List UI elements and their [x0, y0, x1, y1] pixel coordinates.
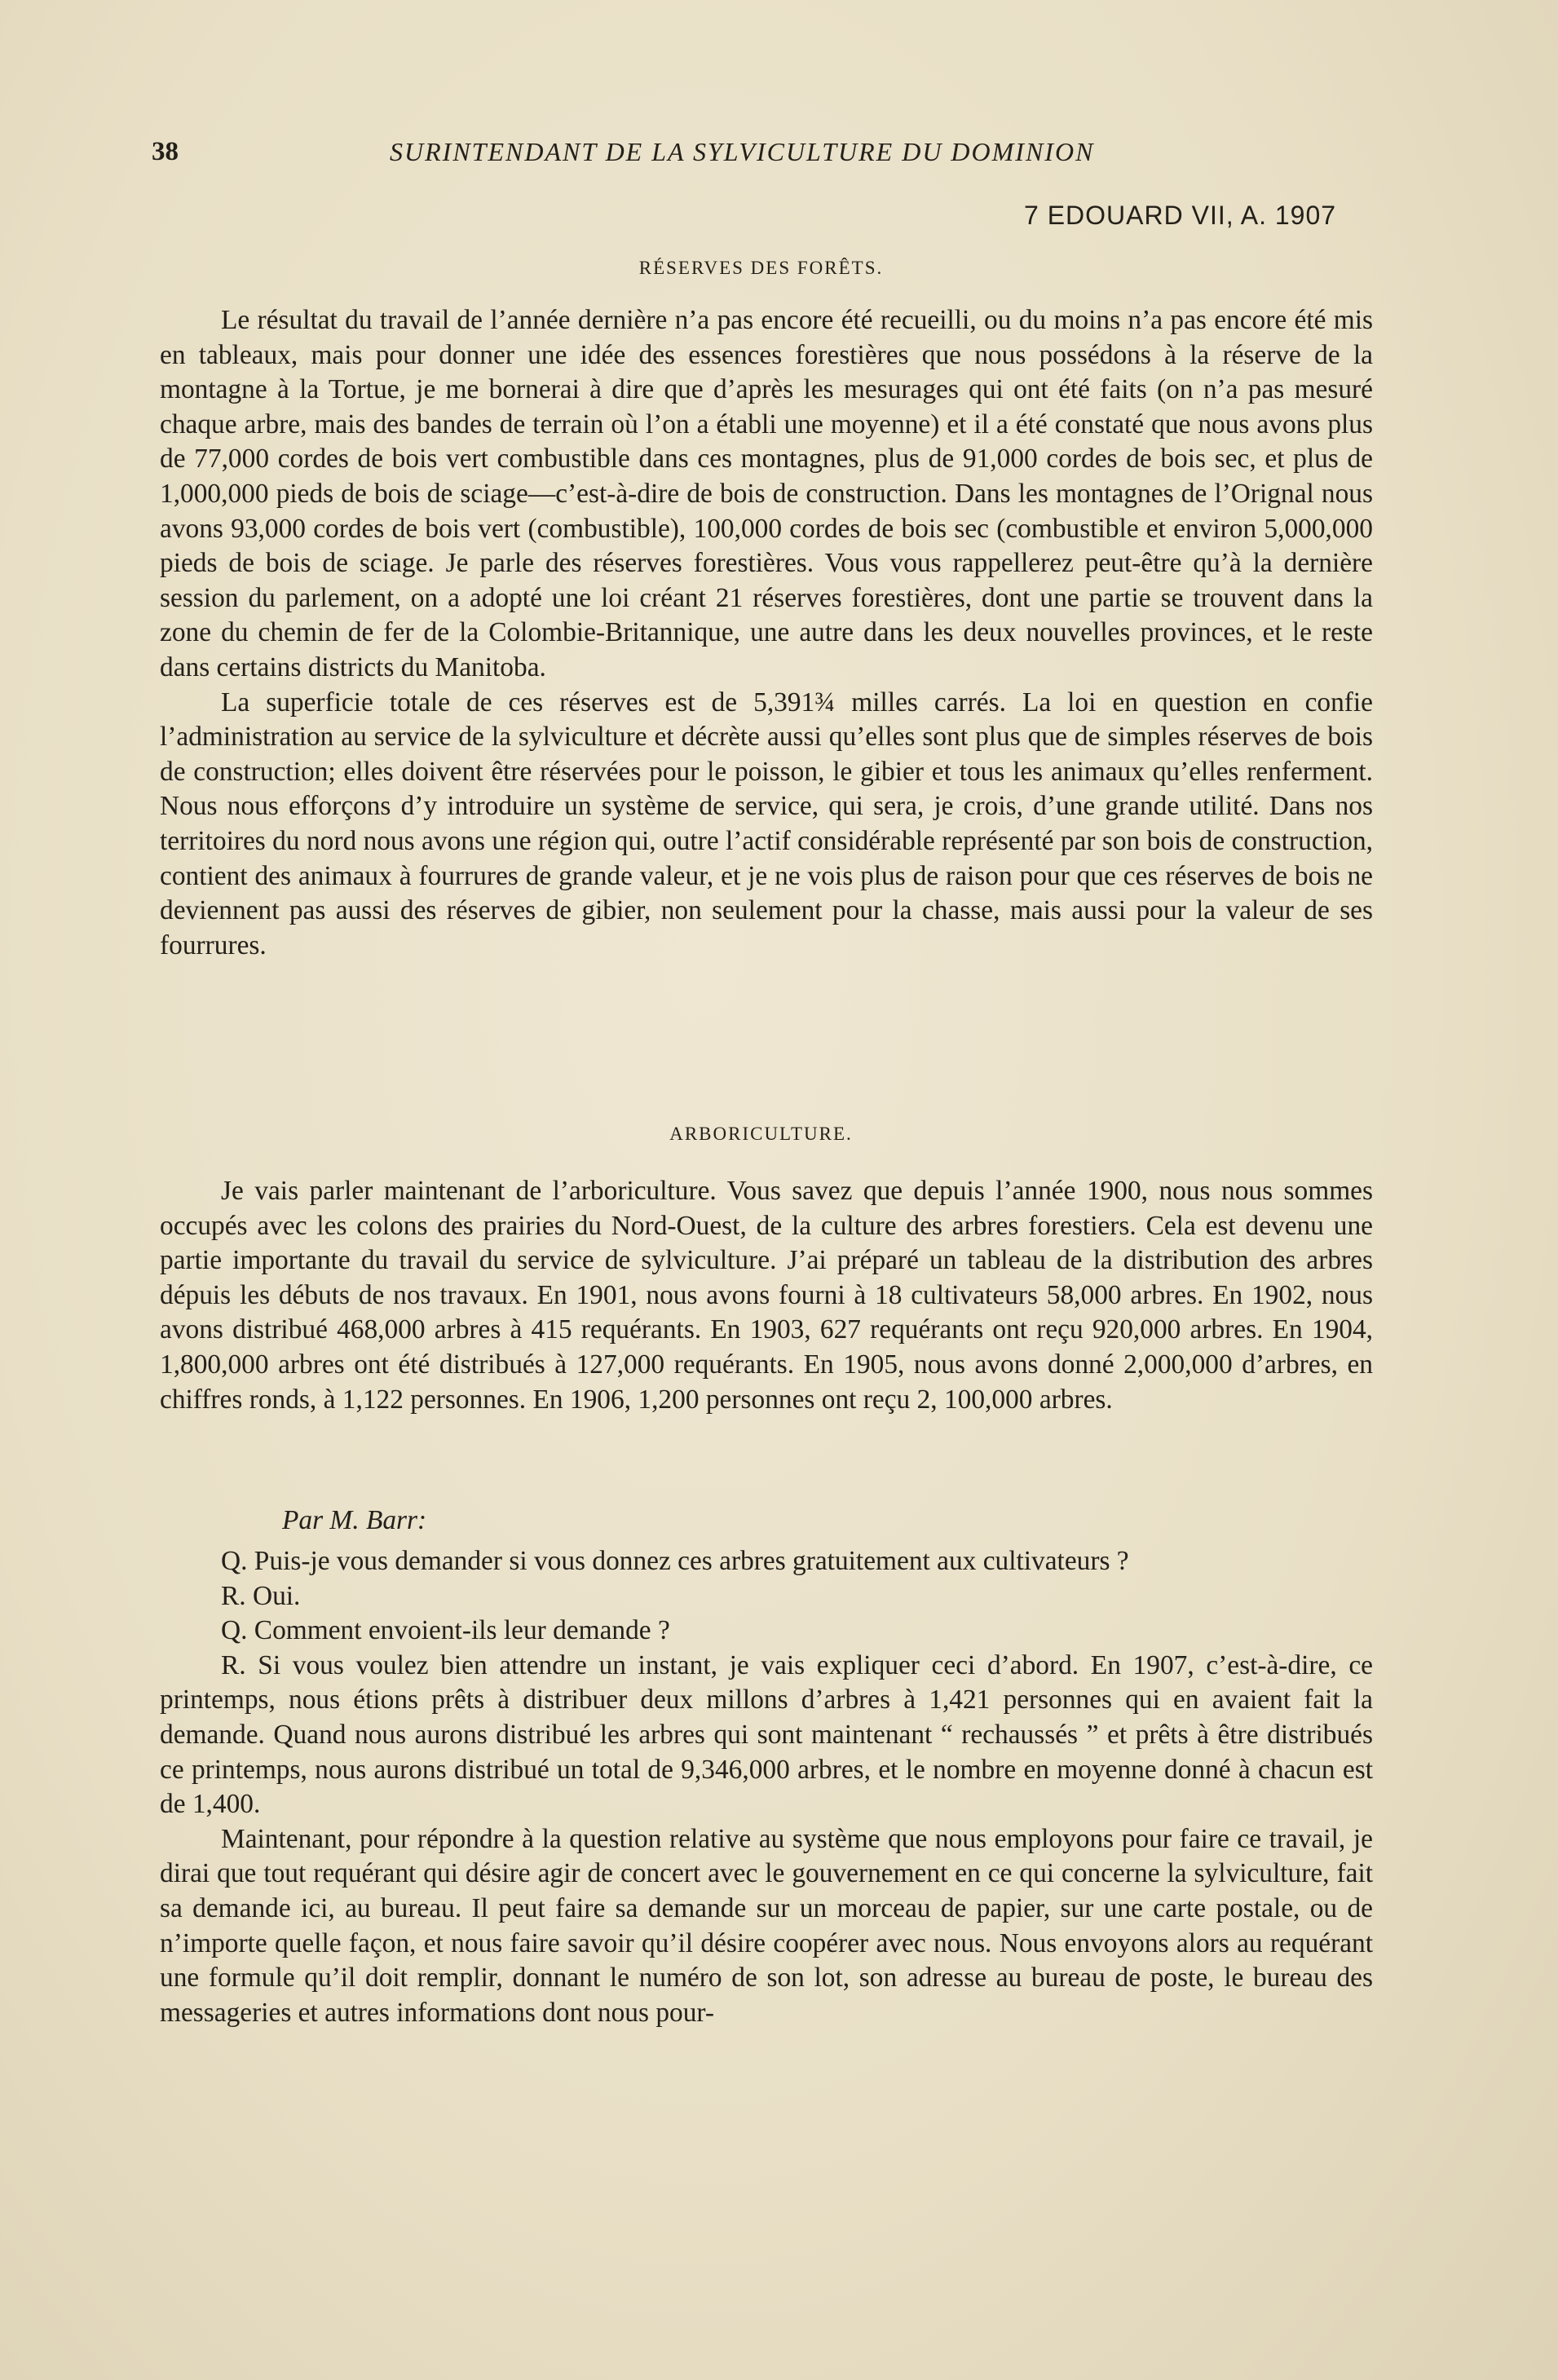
arboriculture-text — [160, 1174, 1373, 1417]
reserves-text — [160, 303, 1373, 963]
answer: R. Si vous voulez bien attendre un instant, je vais expliquer ceci d’abord. En 1907, c’est-à-dire, ce printemps, nous étions prêts à distribuer deux millons d’arbres à 1,421 personnes qui en avaient fait la demande. Quand nous aurons distribué les arbres qui sont maintenant “ rechaussés ” et prêts à être distribués ce printemps, nous aurons distribué un total de 9,346,000 arbres, et le nombre en moyenne donné à chacun est de 1,400. — [160, 1649, 1373, 1820]
paragraph: Je vais parler maintenant de l’arboriculture. Vous savez que depuis l’année 1900, nous nous sommes occupés avec les colons des prairies du Nord-Ouest, de la culture des arbres forestiers. Cela est devenu une partie importante du travail du service de sylviculture. J’ai préparé un tableau de la distribution des arbres dépuis les débuts de nos travaux. En 1901, nous avons fourni à 18 cultivateurs 58,000 arbres. En 1902, nous avons distribué 468,000 arbres à 415 requérants. En 1903, 627 requérants ont reçu 920,000 arbres. En 1904, 1,800,000 arbres ont été distribués à 127,000 requérants. En 1905, nous avons donné 2,000,000 d’arbres, en chiffres ronds, à 1,122 personnes. En 1906, 1,200 personnes ont reçu 2, 100,000 arbres. — [160, 1176, 1373, 1415]
paragraph: Le résultat du travail de l’année dernière n’a pas encore été recueilli, ou du moins n’a pas encore été mis en tableaux, mais pour donner une idée des essences forestières que nous possédons à la réserve de la montagne à la Tortue, je me bornerai à dire que d’après les mesurages qui ont été faits (on n’a pas mesuré chaque arbre, mais des bandes de terrain où l’on a établi une moyenne) et il a été constaté que nous avons plus de 77,000 cordes de bois vert combustible dans ces montagnes, plus de 91,000 cordes de bois sec, et plus de 1,000,000 pieds de bois de sciage—c’est-à-dire de bois de construction. Dans les montagnes de l’Orignal nous avons 93,000 cordes de bois vert (combustible), 100,000 cordes de bois sec (combustible et environ 5,000,000 pieds de bois de sciage. Je parle des réserves forestières. Vous vous rappellerez peut-être qu’à la dernière session du parlement, on a adopté une loi créant 21 réserves forestières, dont une partie se trouvent dans la zone du chemin de fer de la Colombie-Britannique, une autre dans les deux nouvelles provinces, et le reste dans certains districts du Manitoba. — [160, 305, 1373, 682]
section-heading-reserves: RÉSERVES DES FORÊTS. — [638, 258, 884, 278]
session-label: 7 EDOUARD VII, A. 1907 — [1024, 201, 1337, 230]
running-head — [152, 137, 1358, 178]
running-title: SURINTENDANT DE LA SYLVICULTURE DU DOMINION — [390, 137, 1095, 166]
answer: R. Oui. — [221, 1580, 301, 1611]
examination-text — [160, 1544, 1373, 2030]
paragraph: La superficie totale de ces réserves est de 5,391¾ milles carrés. La loi en question en confie l’administration au service de la sylviculture et décrète aussi qu’elles sont plus que de simples réserves de bois de construction; elles doivent être réservées pour le poisson, le gibier et tous les animaux qu’elles renferment. Nous nous efforçons d’y introduire un système de service, qui sera, je crois, d’une grande utilité. Dans nos territoires du nord nous avons une région qui, outre l’actif considérable représenté par son bois de construction, contient des animaux à fourrures de grande valeur, et je ne vois plus de raison pour que ces réserves de bois ne deviennent pas aussi des réserves de gibier, non seulement pour la chasse, mais aussi pour la valeur de ses fourrures. — [160, 687, 1373, 960]
page-number: 38 — [152, 137, 179, 166]
speaker-label: Par M. Barr: — [282, 1505, 427, 1535]
section-heading-arboriculture: ARBORICULTURE. — [669, 1124, 853, 1144]
paragraph: Maintenant, pour répondre à la question relative au système que nous employons pour faire ce travail, je dirai que tout requérant qui désire agir de concert avec le gouvernement en ce qui concerne la sylviculture, fait sa demande ici, au bureau. Il peut faire sa demande sur un morceau de papier, sur une carte postale, ou de n’importe quelle façon, et nous faire savoir qu’il désire coopérer avec nous. Nous envoyons alors au requérant une formule qu’il doit remplir, donnant le numéro de son lot, son adresse au bureau de poste, le bureau des messageries et autres informations dont nous pour- — [160, 1823, 1373, 2028]
question: Q. Puis-je vous demander si vous donnez ces arbres gratuitement aux cultivateurs ? — [221, 1546, 1129, 1576]
question: Q. Comment envoient-ils leur demande ? — [221, 1615, 670, 1646]
